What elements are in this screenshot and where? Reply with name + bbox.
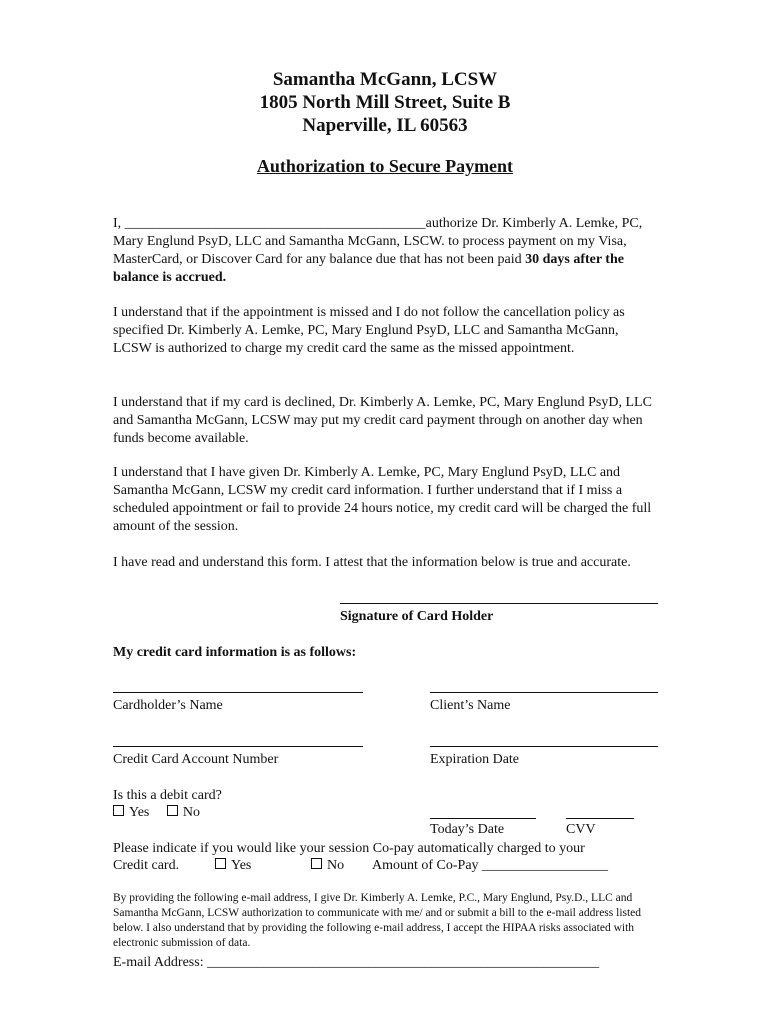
credit-card-heading: My credit card information is as follows: xyxy=(113,645,357,660)
cvv-label: CVV xyxy=(566,822,596,837)
signature-label: Signature of Card Holder xyxy=(340,609,494,624)
copay-yes-option xyxy=(215,857,251,875)
form-title: Authorization to Secure Payment xyxy=(256,156,514,176)
todays-date-line[interactable] xyxy=(430,818,536,819)
practitioner-name: Samantha McGann, LCSW xyxy=(272,69,498,90)
expiration-date-label: Expiration Date xyxy=(430,752,520,767)
copay-amount-field[interactable]: Amount of Co-Pay __________________ xyxy=(372,858,609,873)
account-number-line[interactable] xyxy=(113,746,363,747)
account-number-label: Credit Card Account Number xyxy=(113,752,279,767)
cardholder-name-label: Cardholder’s Name xyxy=(113,698,223,713)
debit-options xyxy=(113,804,200,822)
attestation-paragraph: I have read and understand this form. I attest that the information below is true and accurate. xyxy=(113,555,631,570)
debit-question: Is this a debit card? xyxy=(113,788,222,803)
balance-emphasis: 30 days after the balance is accrued. xyxy=(113,252,624,285)
copay-question: Please indicate if you would like your session Co-pay automatically charged to your xyxy=(113,841,585,856)
debit-no-label: No xyxy=(182,805,200,820)
cancellation-paragraph: I understand that if the appointment is missed and I do not follow the cancellation policy as specified Dr. Kimberly A. Lemke, PC, Mary Englund PsyD, LLC and Samantha McGann, LCSW is authorized to charge my credit card the same as the missed appointment. xyxy=(113,305,625,356)
cvv-line[interactable] xyxy=(566,818,634,819)
debit-yes-label: Yes xyxy=(129,805,150,820)
copay-no-option xyxy=(311,857,344,875)
debit-yes-checkbox[interactable] xyxy=(113,805,124,816)
copay-no-checkbox[interactable] xyxy=(311,858,322,869)
client-name-line[interactable] xyxy=(430,692,658,693)
copay-yes-label: Yes xyxy=(231,858,252,873)
cardholder-name-line[interactable] xyxy=(113,692,363,693)
copay-yes-checkbox[interactable] xyxy=(215,858,226,869)
email-address-field[interactable]: E-mail Address: ________________________________________________________ xyxy=(113,955,600,970)
todays-date-label: Today’s Date xyxy=(430,822,505,837)
client-name-label: Client’s Name xyxy=(430,698,511,713)
address-city: Naperville, IL 60563 xyxy=(302,115,468,136)
address-street: 1805 North Mill Street, Suite B xyxy=(259,92,511,113)
email-notice: By providing the following e-mail address, I give Dr. Kimberly A. Lemke, P.C., Mary Englund, Psy.D., LLC and Samantha McGann, LCSW authorization to communicate with me/ and or submit a bill to the e-mail address listed below. I also understand that by providing the following e-mail address, I accept the HIPAA risks associated with electronic submission of data. xyxy=(113,892,642,949)
missed-appointment-paragraph: I understand that I have given Dr. Kimberly A. Lemke, PC, Mary Englund PsyD, LLC and Samantha McGann, LCSW my credit card information. I further understand that if I miss a scheduled appointment or fail to provide 24 hours notice, my credit card will be charged the full amount of the session. xyxy=(113,465,652,534)
debit-no-checkbox[interactable] xyxy=(167,805,178,816)
expiration-date-line[interactable] xyxy=(430,746,658,747)
copay-prefix: Credit card. xyxy=(113,858,180,873)
signature-line[interactable] xyxy=(340,603,658,604)
declined-card-paragraph: I understand that if my card is declined, Dr. Kimberly A. Lemke, PC, Mary Englund PsyD, LLC and Samantha McGann, LCSW may put my credit card payment through on another day when funds become available. xyxy=(113,395,652,446)
authorization-paragraph: I, ___________________________________________authorize Dr. Kimberly A. Lemke, PC, Mary Englund PsyD, LLC and Samantha McGann, LSCW. to process payment on my Visa, MasterCard, or Discover Card for any balance due that has not been paid 30 days after the balance is accrued. xyxy=(113,216,643,285)
copay-no-label: No xyxy=(327,858,345,873)
